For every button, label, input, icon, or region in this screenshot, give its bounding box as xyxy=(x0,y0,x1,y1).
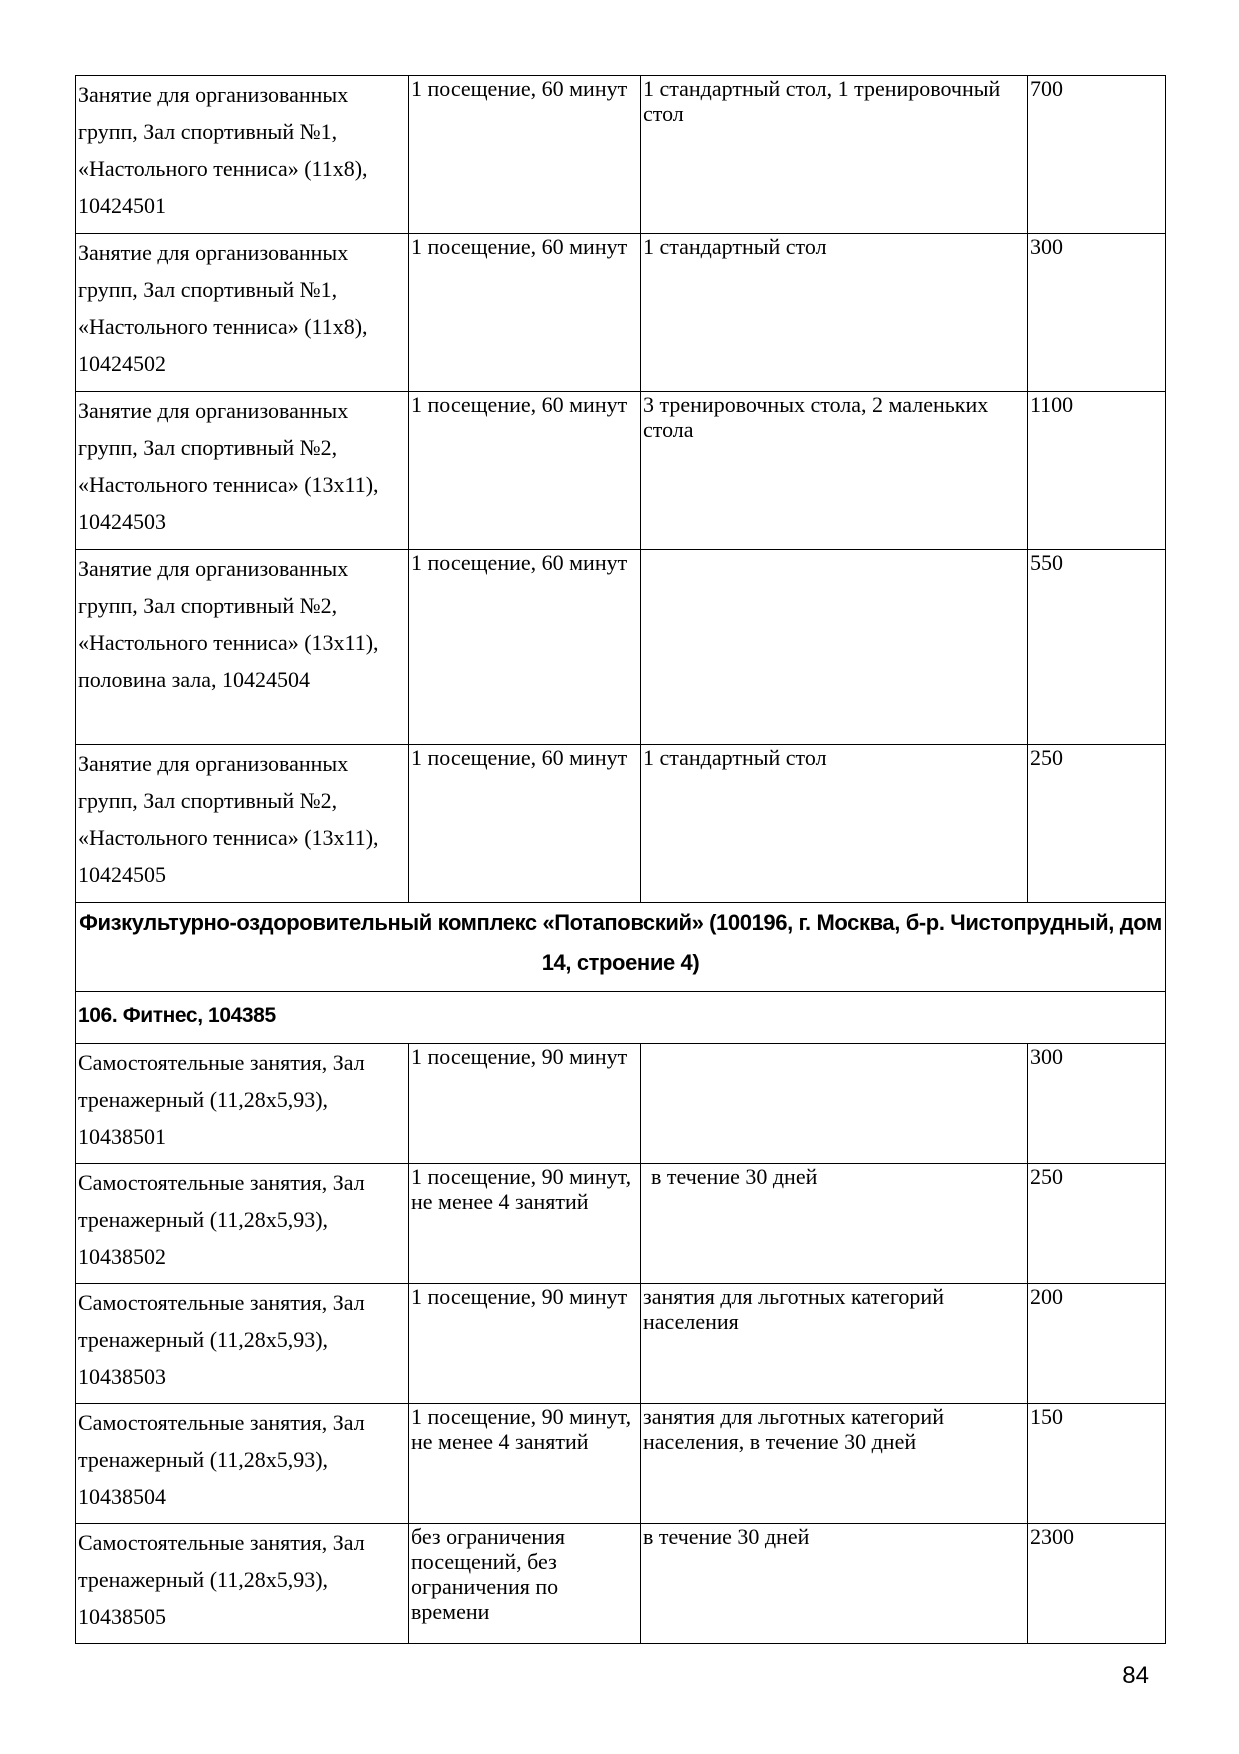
service-name-cell: Занятие для организованных групп, Зал спортивный №2, «Настольного тенниса» (13х11), 10424505 xyxy=(76,745,409,903)
page-number: 84 xyxy=(1122,1662,1149,1689)
duration-cell: 1 посещение, 90 минут xyxy=(409,1284,641,1404)
duration-cell: 1 посещение, 60 минут xyxy=(409,745,641,903)
service-name-cell: Самостоятельные занятия, Зал тренажерный (11,28х5,93), 10438502 xyxy=(76,1164,409,1284)
conditions-cell: 1 стандартный стол, 1 тренировочный стол xyxy=(641,76,1028,234)
section-heading-row xyxy=(76,992,1166,1044)
table-row xyxy=(76,76,1166,234)
conditions-cell: 3 тренировочных стола, 2 маленьких стола xyxy=(641,392,1028,550)
service-name-cell: Самостоятельные занятия, Зал тренажерный (11,28х5,93), 10438503 xyxy=(76,1284,409,1404)
service-name-cell: Самостоятельные занятия, Зал тренажерный (11,28х5,93), 10438504 xyxy=(76,1404,409,1524)
table-row xyxy=(76,1404,1166,1524)
price-cell: 250 xyxy=(1028,745,1166,903)
service-name-cell: Занятие для организованных групп, Зал спортивный №1, «Настольного тенниса» (11х8), 10424501 xyxy=(76,76,409,234)
table-row xyxy=(76,1284,1166,1404)
price-cell: 550 xyxy=(1028,550,1166,745)
section-heading: 106. Фитнес, 104385 xyxy=(76,992,1166,1044)
tariff-table xyxy=(75,75,1166,1644)
table-row xyxy=(76,392,1166,550)
table-row xyxy=(76,1044,1166,1164)
conditions-cell: в течение 30 дней xyxy=(641,1164,1028,1284)
complex-heading: Физкультурно-оздоровительный комплекс «Потаповский» (100196, г. Москва, б-р. Чистопрудный, дом 14, строение 4) xyxy=(76,903,1166,992)
price-cell: 150 xyxy=(1028,1404,1166,1524)
conditions-cell: занятия для льготных категорий населения, в течение 30 дней xyxy=(641,1404,1028,1524)
price-cell: 700 xyxy=(1028,76,1166,234)
price-cell: 250 xyxy=(1028,1164,1166,1284)
duration-cell: 1 посещение, 60 минут xyxy=(409,76,641,234)
conditions-cell xyxy=(641,1044,1028,1164)
duration-cell: 1 посещение, 90 минут, не менее 4 занятий xyxy=(409,1404,641,1524)
conditions-cell: в течение 30 дней xyxy=(641,1524,1028,1644)
table-row xyxy=(76,1524,1166,1644)
price-cell: 300 xyxy=(1028,1044,1166,1164)
service-name-cell: Занятие для организованных групп, Зал спортивный №2, «Настольного тенниса» (13х11), половина зала, 10424504 xyxy=(76,550,409,745)
conditions-cell: 1 стандартный стол xyxy=(641,234,1028,392)
price-cell: 2300 xyxy=(1028,1524,1166,1644)
duration-cell: 1 посещение, 90 минут xyxy=(409,1044,641,1164)
table-row xyxy=(76,234,1166,392)
complex-heading-row xyxy=(76,903,1166,992)
duration-cell: без ограничения посещений, без ограничения по времени xyxy=(409,1524,641,1644)
duration-cell: 1 посещение, 60 минут xyxy=(409,550,641,745)
duration-cell: 1 посещение, 60 минут xyxy=(409,392,641,550)
conditions-cell: занятия для льготных категорий населения xyxy=(641,1284,1028,1404)
conditions-cell: 1 стандартный стол xyxy=(641,745,1028,903)
service-name-cell: Занятие для организованных групп, Зал спортивный №1, «Настольного тенниса» (11х8), 10424502 xyxy=(76,234,409,392)
table-row xyxy=(76,550,1166,745)
duration-cell: 1 посещение, 60 минут xyxy=(409,234,641,392)
price-cell: 300 xyxy=(1028,234,1166,392)
price-cell: 1100 xyxy=(1028,392,1166,550)
price-cell: 200 xyxy=(1028,1284,1166,1404)
service-name-cell: Занятие для организованных групп, Зал спортивный №2, «Настольного тенниса» (13х11), 10424503 xyxy=(76,392,409,550)
service-name-cell: Самостоятельные занятия, Зал тренажерный (11,28х5,93), 10438505 xyxy=(76,1524,409,1644)
conditions-cell xyxy=(641,550,1028,745)
service-name-cell: Самостоятельные занятия, Зал тренажерный (11,28х5,93), 10438501 xyxy=(76,1044,409,1164)
table-row xyxy=(76,745,1166,903)
table-row xyxy=(76,1164,1166,1284)
duration-cell: 1 посещение, 90 минут, не менее 4 занятий xyxy=(409,1164,641,1284)
